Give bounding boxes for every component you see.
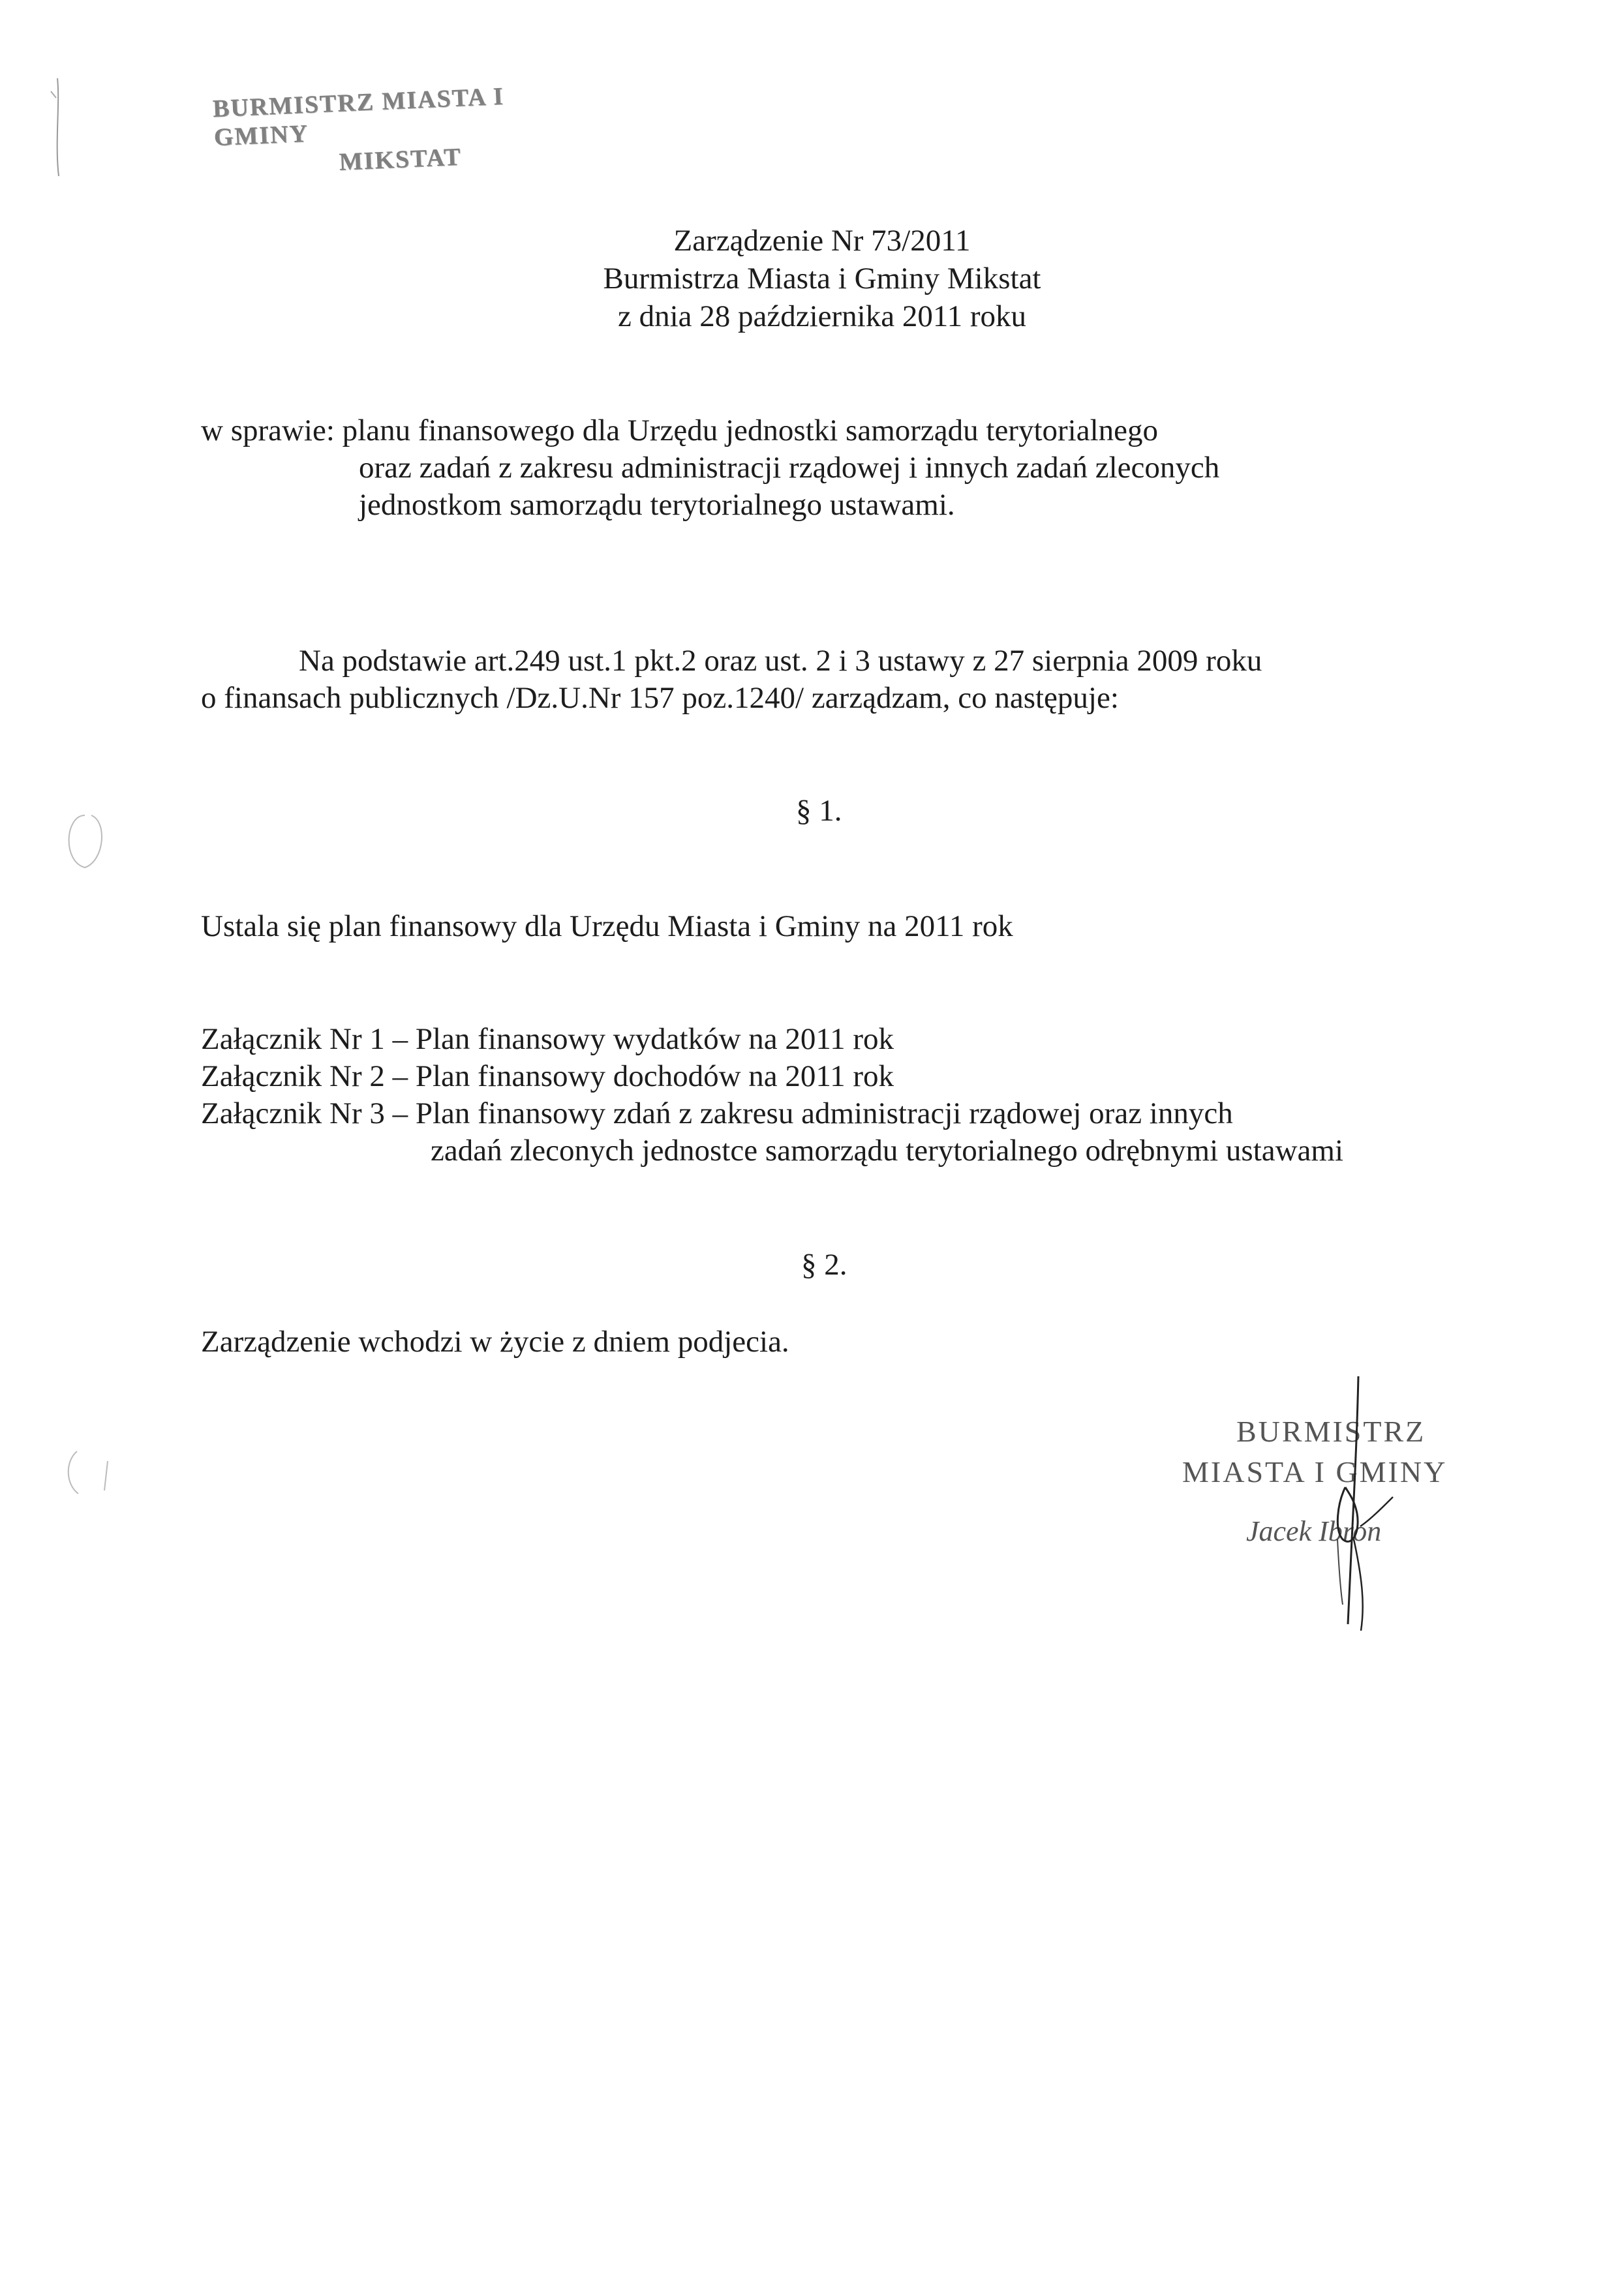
order-number: Zarządzenie Nr 73/2011	[673, 224, 971, 258]
attachment-1: Załącznik Nr 1 – Plan finansowy wydatków na 2011 rok	[201, 1022, 894, 1056]
legal-basis-line-1: Na podstawie art.249 ust.1 pkt.2 oraz ust. 2 i 3 ustawy z 27 sierpnia 2009 roku	[299, 644, 1262, 678]
subject-block	[201, 412, 1506, 524]
office-stamp-line1: BURMISTRZ MIASTA I GMINY	[212, 82, 505, 151]
subject-line-2: oraz zadań z zakresu administracji rządowej i innych zadań zleconych	[359, 451, 1220, 485]
issue-date: z dnia 28 października 2011 roku	[617, 299, 1026, 333]
attachment-3: Załącznik Nr 3 – Plan finansowy zdań z zakresu administracji rządowej oraz innych	[201, 1096, 1233, 1130]
attachment-3-continuation: zadań zleconych jednostce samorządu terytorialnego odrębnymi ustawami	[431, 1134, 1344, 1168]
subject-line-3: jednostkom samorządu terytorialnego ustawami.	[359, 488, 955, 522]
effective-clause: Zarządzenie wchodzi w życie z dniem podjecia.	[201, 1325, 789, 1359]
signature-stamp-office: MIASTA I GMINY	[1182, 1455, 1448, 1488]
section-heading-1: § 1.	[796, 794, 842, 828]
handwritten-signature	[1174, 1409, 1514, 1618]
signature-stamp-name: Jacek Ibron	[1246, 1515, 1382, 1547]
subject-line-1: w sprawie: planu finansowego dla Urzędu jednostki samorządu terytorialnego	[201, 414, 1159, 447]
document-header	[0, 222, 1618, 335]
attachment-2: Załącznik Nr 2 – Plan finansowy dochodów na 2011 rok	[201, 1059, 894, 1093]
legal-basis	[201, 642, 1506, 717]
signature-stamp-title: BURMISTRZ	[1236, 1415, 1426, 1448]
attachments-list	[201, 1021, 1343, 1170]
issuer: Burmistrza Miasta i Gminy Mikstat	[603, 262, 1041, 295]
legal-basis-line-2: o finansach publicznych /Dz.U.Nr 157 poz.1240/ zarządzam, co następuje:	[201, 681, 1119, 715]
office-stamp-line2: MIKSTAT	[338, 143, 463, 176]
plan-statement: Ustala się plan finansowy dla Urzędu Miasta i Gminy na 2011 rok	[201, 909, 1013, 943]
section-heading-2: § 2.	[801, 1248, 847, 1282]
office-stamp	[212, 78, 607, 182]
signature-stamp	[1174, 1409, 1514, 1618]
